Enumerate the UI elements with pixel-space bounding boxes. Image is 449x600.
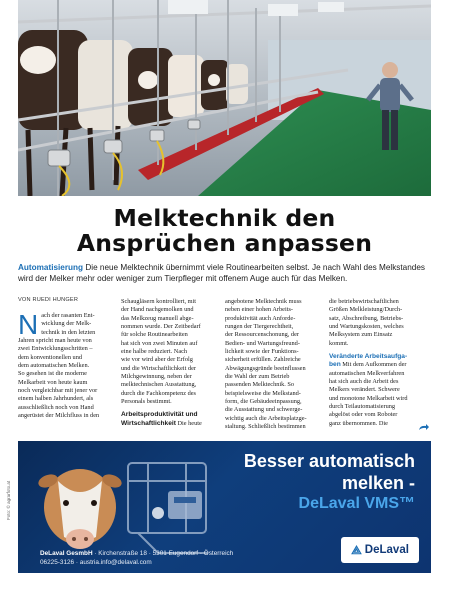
body-line: So gesehen ist die moderne: [18, 370, 87, 378]
body-line: kommt.: [329, 339, 349, 347]
body-line: dem konventionellen und: [18, 353, 83, 361]
body-line: Die heute: [175, 419, 202, 427]
ad-headline-1: Besser automatisch: [243, 451, 415, 471]
body-line: rungen der Tiergerechtheit,: [225, 323, 294, 331]
body-line: Jahren spricht man heute von: [18, 337, 92, 345]
body-line: beispielsweise die Melkstand-: [225, 389, 301, 397]
body-line: wicklung der Melk-: [41, 320, 92, 328]
body-line: Personals bestimmt.: [121, 398, 172, 406]
body-line: durch Teilautomatisierung: [329, 403, 396, 411]
body-line: hat sich von zwei Minuten auf: [121, 339, 198, 347]
body-line: das Melkzeug manuell abge-: [121, 314, 194, 322]
body-line: der Ressourcenschonung, der: [225, 331, 299, 339]
body-line: einem halben Jahrhundert, als: [18, 395, 94, 403]
ad-contact-line[interactable]: 06225-3126 · austria.info@delaval.com: [40, 559, 152, 566]
ad-product-name: DeLaval VMS™: [298, 495, 415, 512]
subhead-tasks-cont: ben: [329, 361, 341, 369]
lead-text: Die neue Melktechnik übernimmt viele Routinearbeiten selbst. Je nach Wahl des Melkstandes wird der Melker mehr oder weniger zum Tierpfleger mit offenem Auge auch für das Melken.: [18, 263, 425, 283]
dropcap: N: [18, 309, 39, 340]
body-line: abgelöst oder vom Roboter: [329, 411, 398, 419]
subhead-productivity: Arbeitsproduktivität und: [121, 411, 198, 419]
body-line: ganz übernommen. Die: [329, 419, 388, 427]
body-line: ach der rasanten Ent-: [41, 312, 95, 319]
body-line: die betriebswirtschaftlichen: [329, 298, 399, 305]
article-lead: [18, 262, 431, 284]
ad-headline-2: melken -: [341, 473, 415, 493]
body-line: die Wahl der zum Betrieb: [225, 373, 290, 381]
photo-credit: Foto: © agrarfoto.at: [6, 480, 11, 520]
body-line: angerüstet der Milchfluss in den: [18, 412, 100, 420]
ad-contact-info: [40, 549, 233, 567]
body-line: und monotone Melkarbeit wird: [329, 394, 408, 402]
body-line: technik in den letzten: [41, 328, 96, 336]
body-line: form, die Gebäudeeinpassung,: [225, 398, 302, 406]
body-line: Mit dem Aufkommen der: [340, 361, 407, 369]
body-line: und Wartungskosten, welches: [329, 323, 404, 331]
subhead-economy: Wirtschaftlichkeit: [121, 419, 176, 427]
body-line: melktechnischen Ausstattung,: [121, 381, 197, 389]
body-line: Abwägungsgründe beeinflussen: [225, 364, 306, 372]
article-column-4: [329, 298, 431, 428]
body-line: zwei Entwicklungsschritten –: [18, 345, 93, 353]
delaval-advertisement[interactable]: [18, 441, 431, 573]
article-headline: [18, 206, 431, 256]
body-line: und die Wirtschaftlichkeit der: [121, 364, 196, 372]
body-line: nommen wurde. Der Zeitbedarf: [121, 323, 201, 331]
ad-address: · Kirchenstraße 18 · 5301 Eugendorf · Österreich: [92, 550, 234, 557]
article-column-2: [121, 298, 220, 428]
headline-line-2: Ansprüchen anpassen: [76, 229, 373, 257]
body-line: der Hand nachgemolken und: [121, 306, 194, 314]
body-line: passenden Melktechnik. So: [225, 381, 295, 389]
ad-company: DeLaval GesmbH: [40, 550, 93, 557]
body-line: die Ausstattung und schwerge-: [225, 406, 303, 414]
lead-keyword: Automatisierung: [18, 263, 84, 272]
body-line: durch die Fachkompetenz des: [121, 389, 197, 397]
body-line: angebotene Melktechnik muss: [225, 298, 302, 305]
body-line: satz, Abschreibung, Betriebs-: [329, 314, 404, 322]
body-line: ausschließlich noch von Hand: [18, 403, 94, 411]
delaval-logo-mark-icon: ⟁: [351, 542, 362, 557]
body-line: Größen Melkleistung/Durch-: [329, 306, 403, 314]
body-line: für solche Routinearbeiten: [121, 331, 188, 339]
body-line: Bedien- und Wartungsfreund-: [225, 339, 300, 347]
body-line: automatischen Melkverfahren: [329, 369, 405, 377]
delaval-logo-text: DeLaval: [364, 544, 409, 556]
arrow-continue-icon: [418, 423, 430, 431]
body-line: Schaugläsern kontrolliert, mit: [121, 298, 197, 305]
body-line: hat sich auch die Arbeit des: [329, 378, 399, 386]
body-line: sicherheit erfüllen. Zahlreiche: [225, 356, 301, 364]
body-line: Melksystem zum Einsatz: [329, 331, 393, 339]
body-line: Milchgewinnung, neben der: [121, 373, 192, 381]
body-line: wie vor wird aber der Erfolg: [121, 356, 193, 364]
body-line: Melkarbeit von heute kaum: [18, 378, 88, 386]
body-line: Melkers verändert. Schwere: [329, 386, 400, 394]
article-column-1: [18, 309, 117, 420]
body-line: staltung. Schließlich bestimmen: [225, 423, 306, 431]
subhead-tasks: Veränderte Arbeitsaufga-: [329, 353, 408, 361]
article-column-3: [225, 298, 324, 432]
delaval-logo[interactable]: [341, 537, 419, 563]
body-line: neben einer hohen Arbeits-: [225, 306, 294, 314]
body-line: wichtig auch die Arbeitsplatzge-: [225, 414, 307, 422]
byline: VON RUEDI HUNGER: [18, 297, 79, 303]
body-line: produktivität auch Anforde-: [225, 314, 296, 322]
body-line: eine halbe reduziert. Nach: [121, 348, 188, 356]
hero-photo: [18, 0, 431, 196]
body-line: noch vergleichbar mit jener vor: [18, 387, 98, 395]
body-line: lichkeit sowie der Funktions-: [225, 348, 299, 356]
headline-line-1: Melktechnik den: [113, 204, 336, 232]
body-line: dem automatischen Melken.: [18, 362, 90, 370]
